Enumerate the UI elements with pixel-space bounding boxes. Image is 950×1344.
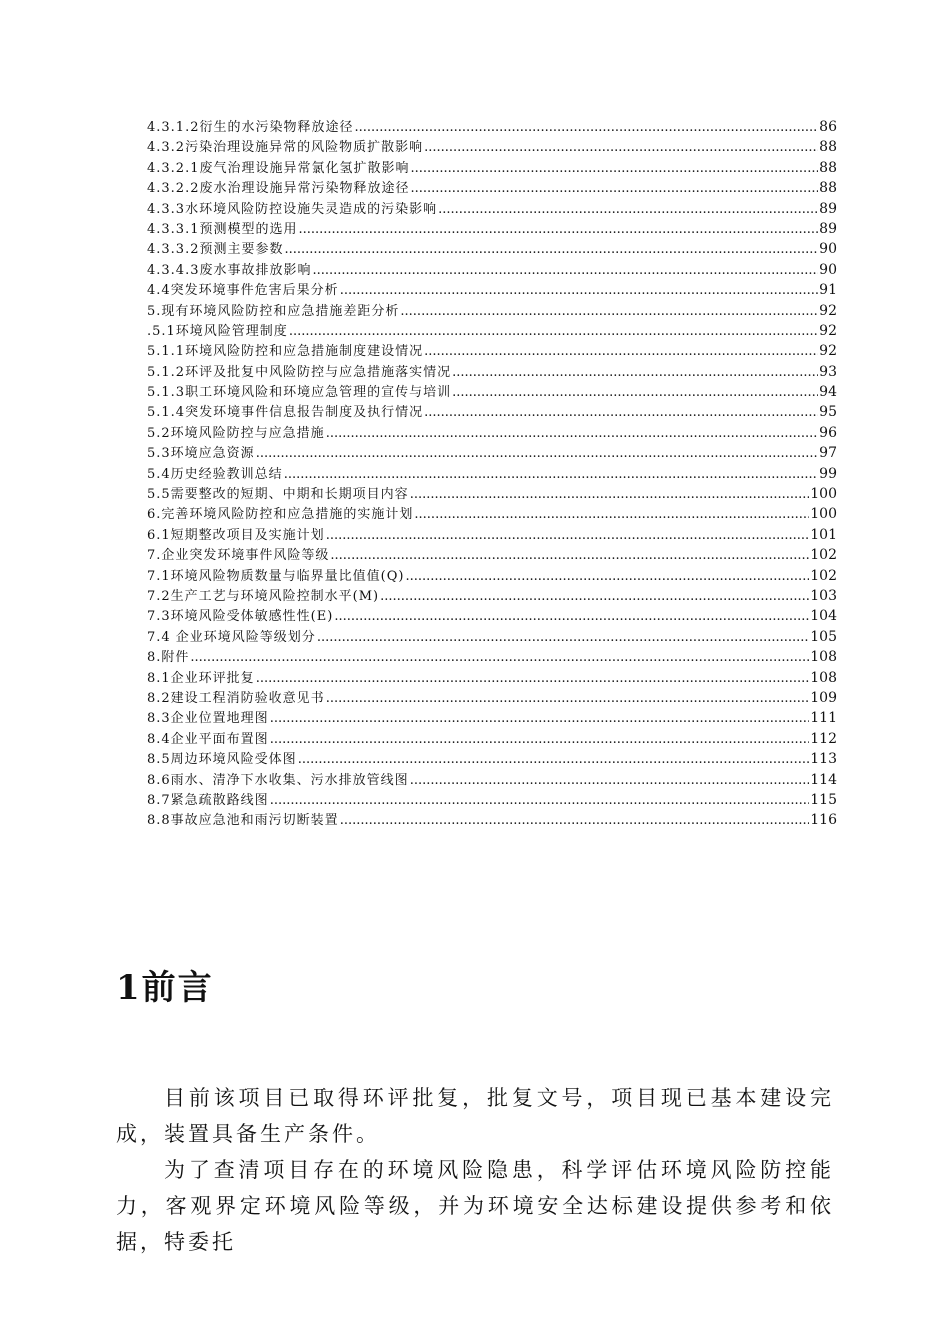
toc-entry-page: 99 xyxy=(819,465,837,482)
toc-entry[interactable] xyxy=(147,503,837,523)
toc-entry[interactable] xyxy=(147,646,837,666)
toc-entry-page: 103 xyxy=(810,587,837,604)
toc-entry[interactable] xyxy=(147,565,837,585)
toc-entry-title: 4.3.2.1废气治理设施异常氯化氢扩散影响 xyxy=(147,160,410,176)
toc-entry-page: 105 xyxy=(810,628,837,645)
toc-leader-dots xyxy=(298,222,818,237)
toc-entry[interactable] xyxy=(147,769,837,789)
toc-entry-title: 8.6雨水、清净下水收集、污水排放管线图 xyxy=(147,772,409,788)
toc-leader-dots xyxy=(326,426,818,441)
toc-entry-title: 8.1企业环评批复 xyxy=(147,670,255,686)
toc-entry-page: 113 xyxy=(810,751,837,768)
toc-leader-dots xyxy=(424,405,818,420)
toc-entry-title: 7.1环境风险物质数量与临界量比值值(Q) xyxy=(147,568,405,584)
toc-entry-page: 109 xyxy=(810,689,837,706)
toc-entry[interactable] xyxy=(147,340,837,360)
toc-entry-page: 100 xyxy=(810,486,837,503)
toc-entry-title: 8.4企业平面布置图 xyxy=(147,731,269,747)
toc-leader-dots xyxy=(400,304,818,319)
toc-entry-page: 88 xyxy=(819,139,837,156)
toc-entry-page: 114 xyxy=(810,771,837,788)
toc-leader-dots xyxy=(284,242,818,257)
toc-leader-dots xyxy=(330,548,809,563)
toc-entry-page: 111 xyxy=(810,710,837,727)
toc-entry-title: 6.1短期整改项目及实施计划 xyxy=(147,527,325,543)
toc-entry[interactable] xyxy=(147,300,837,320)
toc-entry-title: 8.5周边环境风险受体图 xyxy=(147,752,297,768)
toc-leader-dots xyxy=(410,773,810,788)
toc-leader-dots xyxy=(270,732,810,747)
toc-entry-page: 91 xyxy=(819,282,837,299)
toc-entry-title: 5.1.2环评及批复中风险防控与应急措施落实情况 xyxy=(147,364,452,380)
toc-entry[interactable] xyxy=(147,687,837,707)
toc-leader-dots xyxy=(326,691,810,706)
toc-leader-dots xyxy=(289,324,818,339)
toc-entry-page: 102 xyxy=(810,567,837,584)
toc-entry[interactable] xyxy=(147,463,837,483)
toc-entry-title: 5.5需要整改的短期、中期和长期项目内容 xyxy=(147,487,409,503)
toc-entry-title: 7.4 企业环境风险等级划分 xyxy=(147,629,316,645)
toc-entry-title: 5.1.3职工环境风险和环境应急管理的宣传与培训 xyxy=(147,385,452,401)
toc-entry[interactable] xyxy=(147,320,837,340)
toc-leader-dots xyxy=(452,365,818,380)
toc-entry-title: 4.3.2污染治理设施异常的风险物质扩散影响 xyxy=(147,140,424,156)
toc-leader-dots xyxy=(270,793,810,808)
toc-entry[interactable] xyxy=(147,728,837,748)
toc-leader-dots xyxy=(270,711,810,726)
toc-leader-dots xyxy=(438,202,818,217)
toc-entry-page: 116 xyxy=(810,812,837,829)
toc-entry-page: 94 xyxy=(819,384,837,401)
toc-leader-dots xyxy=(380,589,809,604)
toc-entry[interactable] xyxy=(147,259,837,279)
toc-leader-dots xyxy=(312,263,818,278)
toc-entry-page: 90 xyxy=(819,241,837,258)
toc-entry-page: 89 xyxy=(819,200,837,217)
toc-entry[interactable] xyxy=(147,748,837,768)
toc-entry[interactable] xyxy=(147,626,837,646)
toc-entry-title: 7.2生产工艺与环境风险控制水平(M) xyxy=(147,588,380,604)
toc-entry[interactable] xyxy=(147,116,837,136)
toc-leader-dots xyxy=(334,609,809,624)
toc-leader-dots xyxy=(410,487,810,502)
toc-entry-title: 5.3环境应急资源 xyxy=(147,446,255,462)
paragraph-2: 为了查清项目存在的环境风险隐患，科学评估环境风险防控能力，客观界定环境风险等级，并为环境安全达标建设提供参考和依据，特委托 xyxy=(116,1158,834,1254)
toc-leader-dots xyxy=(256,446,818,461)
toc-leader-dots xyxy=(298,752,810,767)
toc-entry-title: 4.3.3.1预测模型的选用 xyxy=(147,221,298,237)
toc-entry-page: 112 xyxy=(810,730,837,747)
toc-entry-page: 102 xyxy=(810,547,837,564)
toc-entry-page: 88 xyxy=(819,159,837,176)
toc-leader-dots xyxy=(340,813,810,828)
toc-leader-dots xyxy=(354,120,818,135)
toc-entry-page: 93 xyxy=(819,363,837,380)
toc-leader-dots xyxy=(424,344,818,359)
table-of-contents xyxy=(147,116,837,830)
toc-entry[interactable] xyxy=(147,667,837,687)
toc-entry-title: 7.企业突发环境事件风险等级 xyxy=(147,548,330,564)
toc-entry[interactable] xyxy=(147,381,837,401)
toc-entry[interactable] xyxy=(147,544,837,564)
toc-leader-dots xyxy=(340,283,818,298)
toc-entry[interactable] xyxy=(147,483,837,503)
toc-leader-dots xyxy=(190,650,809,665)
toc-entry-title: 8.2建设工程消防验收意见书 xyxy=(147,690,325,706)
toc-entry[interactable] xyxy=(147,524,837,544)
toc-entry-title: 6.完善环境风险防控和应急措施的实施计划 xyxy=(147,507,414,523)
toc-entry[interactable] xyxy=(147,218,837,238)
toc-leader-dots xyxy=(410,161,818,176)
toc-entry-page: 92 xyxy=(819,322,837,339)
toc-entry-title: 5.4历史经验教训总结 xyxy=(147,466,283,482)
toc-entry[interactable] xyxy=(147,238,837,258)
toc-leader-dots xyxy=(424,140,818,155)
toc-entry-page: 95 xyxy=(819,404,837,421)
toc-entry[interactable] xyxy=(147,707,837,727)
toc-entry-page: 115 xyxy=(810,791,837,808)
toc-entry-title: 5.现有环境风险防控和应急措施差距分析 xyxy=(147,303,400,319)
toc-entry[interactable] xyxy=(147,605,837,625)
toc-entry-page: 92 xyxy=(819,343,837,360)
toc-entry-title: 8.附件 xyxy=(147,650,190,666)
toc-entry-title: 4.4突发环境事件危害后果分析 xyxy=(147,283,339,299)
toc-entry[interactable] xyxy=(147,198,837,218)
toc-entry-page: 89 xyxy=(819,220,837,237)
toc-leader-dots xyxy=(326,528,810,543)
toc-entry[interactable] xyxy=(147,401,837,421)
toc-entry-page: 86 xyxy=(819,119,837,135)
toc-entry-title: 8.3企业位置地理图 xyxy=(147,711,269,727)
toc-entry[interactable] xyxy=(147,136,837,156)
toc-entry-title: 4.3.2.2废水治理设施异常污染物释放途径 xyxy=(147,181,410,197)
toc-entry-page: 96 xyxy=(819,424,837,441)
toc-leader-dots xyxy=(256,671,810,686)
toc-entry[interactable] xyxy=(147,157,837,177)
toc-entry-title: .5.1环境风险管理制度 xyxy=(147,323,288,339)
toc-entry-page: 92 xyxy=(819,302,837,319)
toc-entry[interactable] xyxy=(147,789,837,809)
paragraph-1: 目前该项目已取得环评批复，批复文号，项目现已基本建设完成，装置具备生产条件。 xyxy=(116,1086,834,1146)
toc-entry-page: 97 xyxy=(819,445,837,462)
toc-entry[interactable] xyxy=(147,442,837,462)
toc-entry-page: 100 xyxy=(810,506,837,523)
toc-entry-page: 90 xyxy=(819,261,837,278)
toc-entry[interactable] xyxy=(147,809,837,829)
toc-entry-title: 5.2环境风险防控与应急措施 xyxy=(147,425,325,441)
toc-entry-title: 5.1.1环境风险防控和应急措施制度建设情况 xyxy=(147,344,424,360)
toc-leader-dots xyxy=(317,630,809,645)
toc-leader-dots xyxy=(284,467,818,482)
toc-entry-page: 108 xyxy=(810,669,837,686)
toc-entry-title: 4.3.1.2衍生的水污染物释放途径 xyxy=(147,120,354,135)
toc-entry[interactable] xyxy=(147,279,837,299)
toc-entry-page: 108 xyxy=(810,649,837,666)
section-heading: 1前言 xyxy=(116,968,214,1008)
toc-entry[interactable] xyxy=(147,585,837,605)
toc-leader-dots xyxy=(414,507,809,522)
toc-entry-title: 5.1.4突发环境事件信息报告制度及执行情况 xyxy=(147,405,424,421)
toc-entry-title: 4.3.3水环境风险防控设施失灵造成的污染影响 xyxy=(147,201,438,217)
toc-entry-page: 104 xyxy=(810,608,837,625)
toc-entry-title: 4.3.3.2预测主要参数 xyxy=(147,242,284,258)
toc-entry-page: 101 xyxy=(810,526,837,543)
toc-entry-page: 88 xyxy=(819,180,837,197)
toc-leader-dots xyxy=(405,569,809,584)
toc-entry[interactable] xyxy=(147,422,837,442)
toc-entry-title: 8.7紧急疏散路线图 xyxy=(147,792,269,808)
toc-entry-title: 7.3环境风险受体敏感性性(E) xyxy=(147,609,334,625)
body-text xyxy=(116,1080,834,1260)
toc-entry[interactable] xyxy=(147,177,837,197)
toc-entry[interactable] xyxy=(147,361,837,381)
toc-leader-dots xyxy=(410,181,818,196)
toc-entry-title: 4.3.4.3废水事故排放影响 xyxy=(147,262,312,278)
toc-leader-dots xyxy=(452,385,818,400)
toc-entry-title: 8.8事故应急池和雨污切断装置 xyxy=(147,813,339,829)
